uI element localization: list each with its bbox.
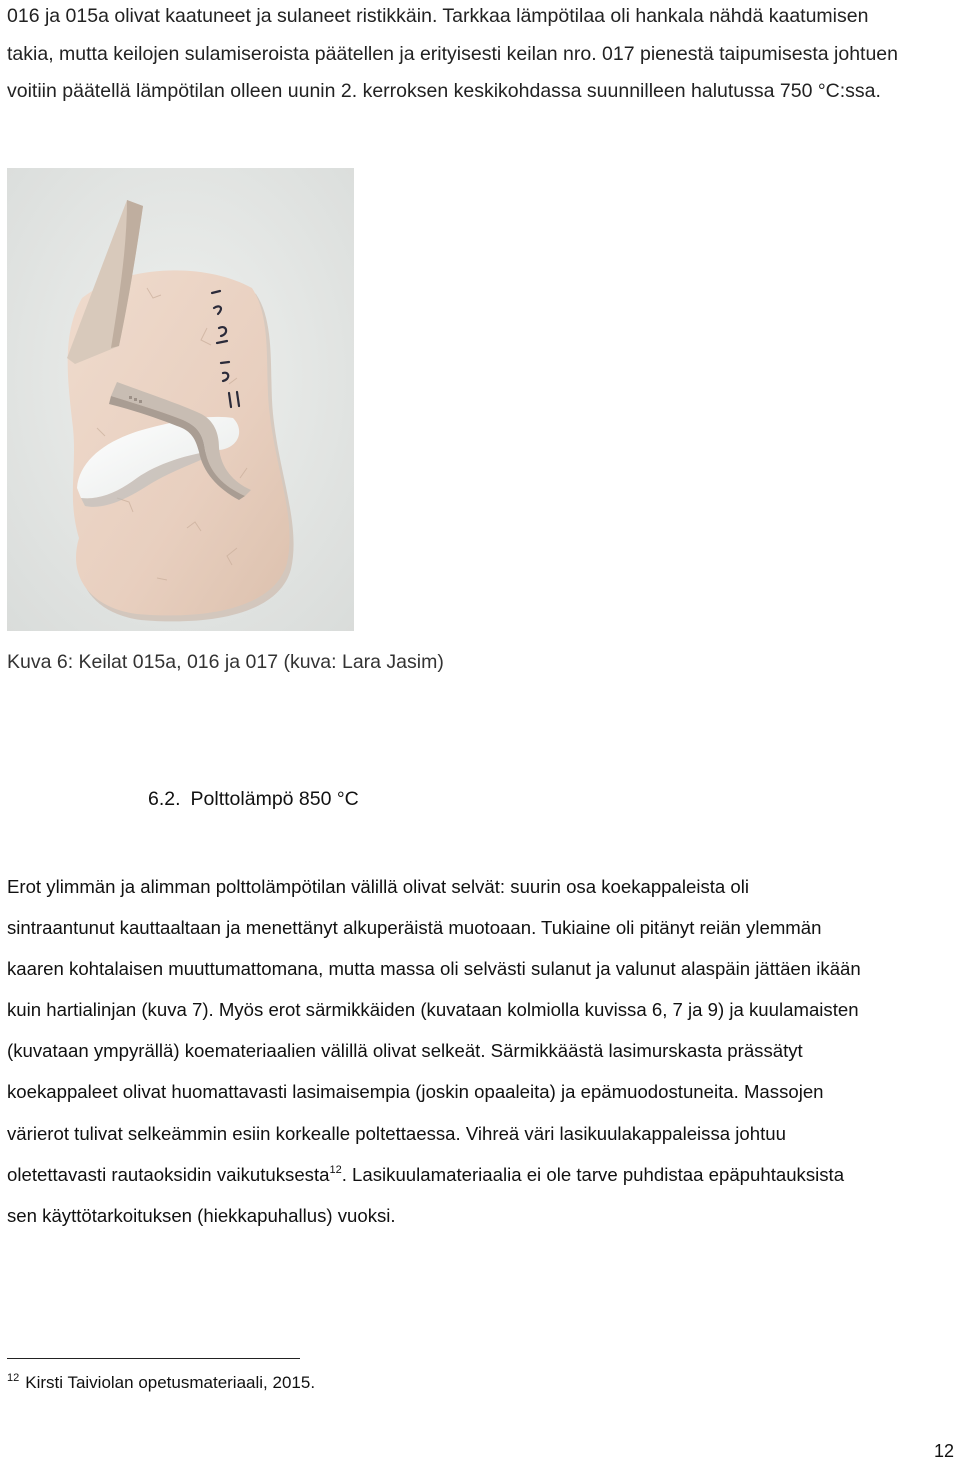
section-title: Polttolämpö 850 °C xyxy=(190,788,359,810)
body-paragraph xyxy=(7,866,957,1236)
body-line: (kuvataan ympyrällä) koemateriaalien välillä olivat selkeät. Särmikkäästä lasimurskasta prässätyt xyxy=(7,1040,803,1062)
body-line: sen käyttötarkoituksen (hiekkapuhallus) vuoksi. xyxy=(7,1204,396,1226)
body-line: Erot ylimmän ja alimman polttolämpötilan välillä olivat selvät: suurin osa koekappaleista oli xyxy=(7,876,750,897)
intro-line: voitiin päätellä lämpötilan olleen uunin 2. kerroksen keskikohdassa suunnilleen halutussa 750 °C:ssa. xyxy=(7,80,881,102)
body-line: kaaren kohtalaisen muuttumattomana, mutta massa oli selvästi sulanut ja valunut alaspäin jättäen ikään xyxy=(7,958,861,980)
section-heading xyxy=(148,788,359,811)
intro-line: takia, mutta keilojen sulamiseroista päätellen ja erityisesti keilan nro. 017 pienestä taipumisesta johtuen xyxy=(7,42,898,65)
body-line: koekappaleet olivat huomattavasti lasimaisempia (joskin opaaleita) ja epämuodostuneita. Massojen xyxy=(7,1081,824,1103)
footnote-marker: 12 xyxy=(7,1372,20,1384)
body-text-segment: oletettavasti rautaoksidin vaikutuksesta xyxy=(7,1163,330,1185)
body-line: värierot tulivat selkeämmin esiin korkealle poltettaessa. Vihreä väri lasikuulakappaleissa johtuu xyxy=(7,1122,786,1144)
page-number: 12 xyxy=(933,1441,954,1461)
body-line: sintraantunut kauttaaltaan ja menettänyt alkuperäistä muotoaan. Tukiaine oli pitänyt reiän ylemmän xyxy=(7,917,822,939)
footnote-text: Kirsti Taiviolan opetusmateriaali, 2015. xyxy=(25,1373,316,1392)
footnote-separator xyxy=(7,1358,300,1359)
body-line: kuin hartialinjan (kuva 7). Myös erot särmikkäiden (kuvataan kolmiolla kuvissa 6, 7 ja 9) ja kuulamaisten xyxy=(7,999,859,1021)
footnote xyxy=(7,1373,315,1393)
body-text-segment: . Lasikuulamateriaalia ei ole tarve puhdistaa epäpuhtauksista xyxy=(341,1163,845,1185)
body-line-with-footnote xyxy=(7,1154,957,1195)
footnote-reference[interactable]: 12 xyxy=(329,1163,342,1176)
intro-line: 016 ja 015a olivat kaatuneet ja sulaneet ristikkäin. Tarkkaa lämpötilaa oli hankala nähdä kaatumisen xyxy=(7,5,869,27)
intro-paragraph xyxy=(7,0,957,111)
figure-caption: Kuva 6: Keilat 015a, 016 ja 017 (kuva: Lara Jasim) xyxy=(7,651,444,673)
ceramic-cones-photo xyxy=(7,168,354,631)
section-number: 6.2. xyxy=(148,788,181,810)
